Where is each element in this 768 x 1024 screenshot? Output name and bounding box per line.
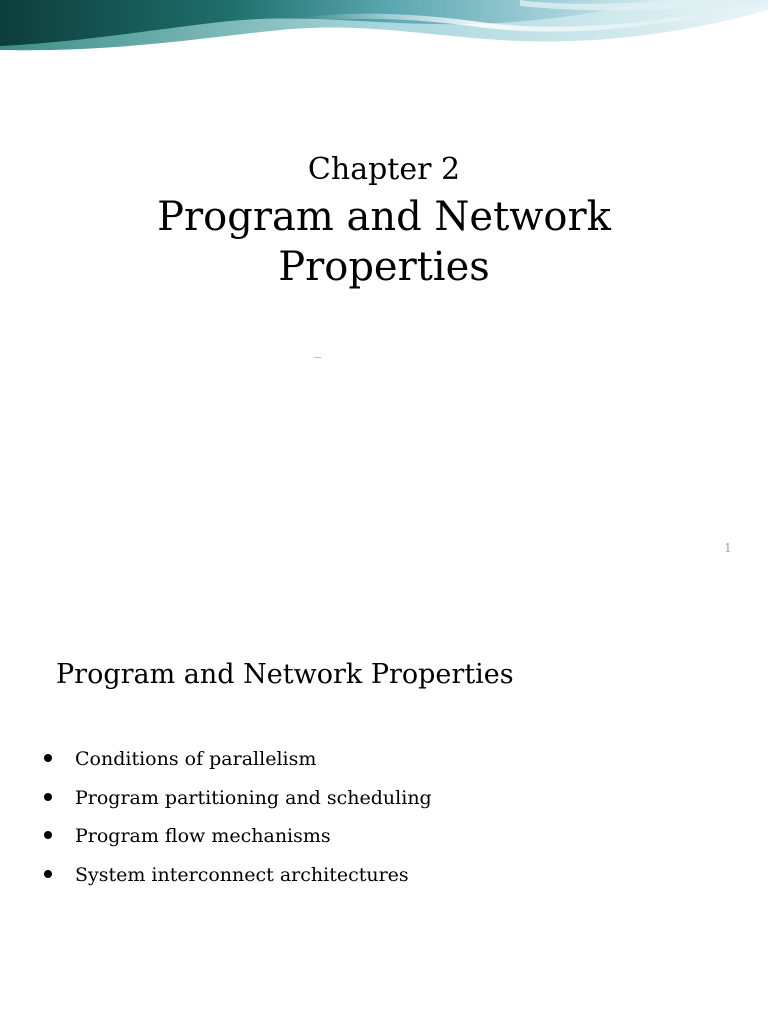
wave-banner-graphic — [0, 0, 768, 60]
bullet-text: Program partitioning and scheduling — [75, 786, 432, 809]
chapter-title — [0, 192, 768, 292]
slide-number: 1 — [724, 541, 732, 555]
bullet-text: System interconnect architectures — [75, 864, 409, 887]
bullet-icon — [44, 831, 52, 839]
content-slide — [0, 576, 768, 1024]
bullet-text: Program flow mechanisms — [75, 825, 331, 848]
bullet-icon — [44, 754, 52, 762]
divider-mark — [314, 357, 321, 358]
bullet-text: Conditions of parallelism — [75, 748, 317, 770]
chapter-label: Chapter 2 — [307, 152, 461, 187]
bullet-icon — [44, 793, 52, 801]
slide-title: Program and Network Properties — [56, 659, 514, 690]
chapter-title-line-1: Program and Network — [157, 194, 611, 240]
chapter-title-line-2: Properties — [278, 244, 490, 290]
bullet-icon — [44, 870, 52, 878]
